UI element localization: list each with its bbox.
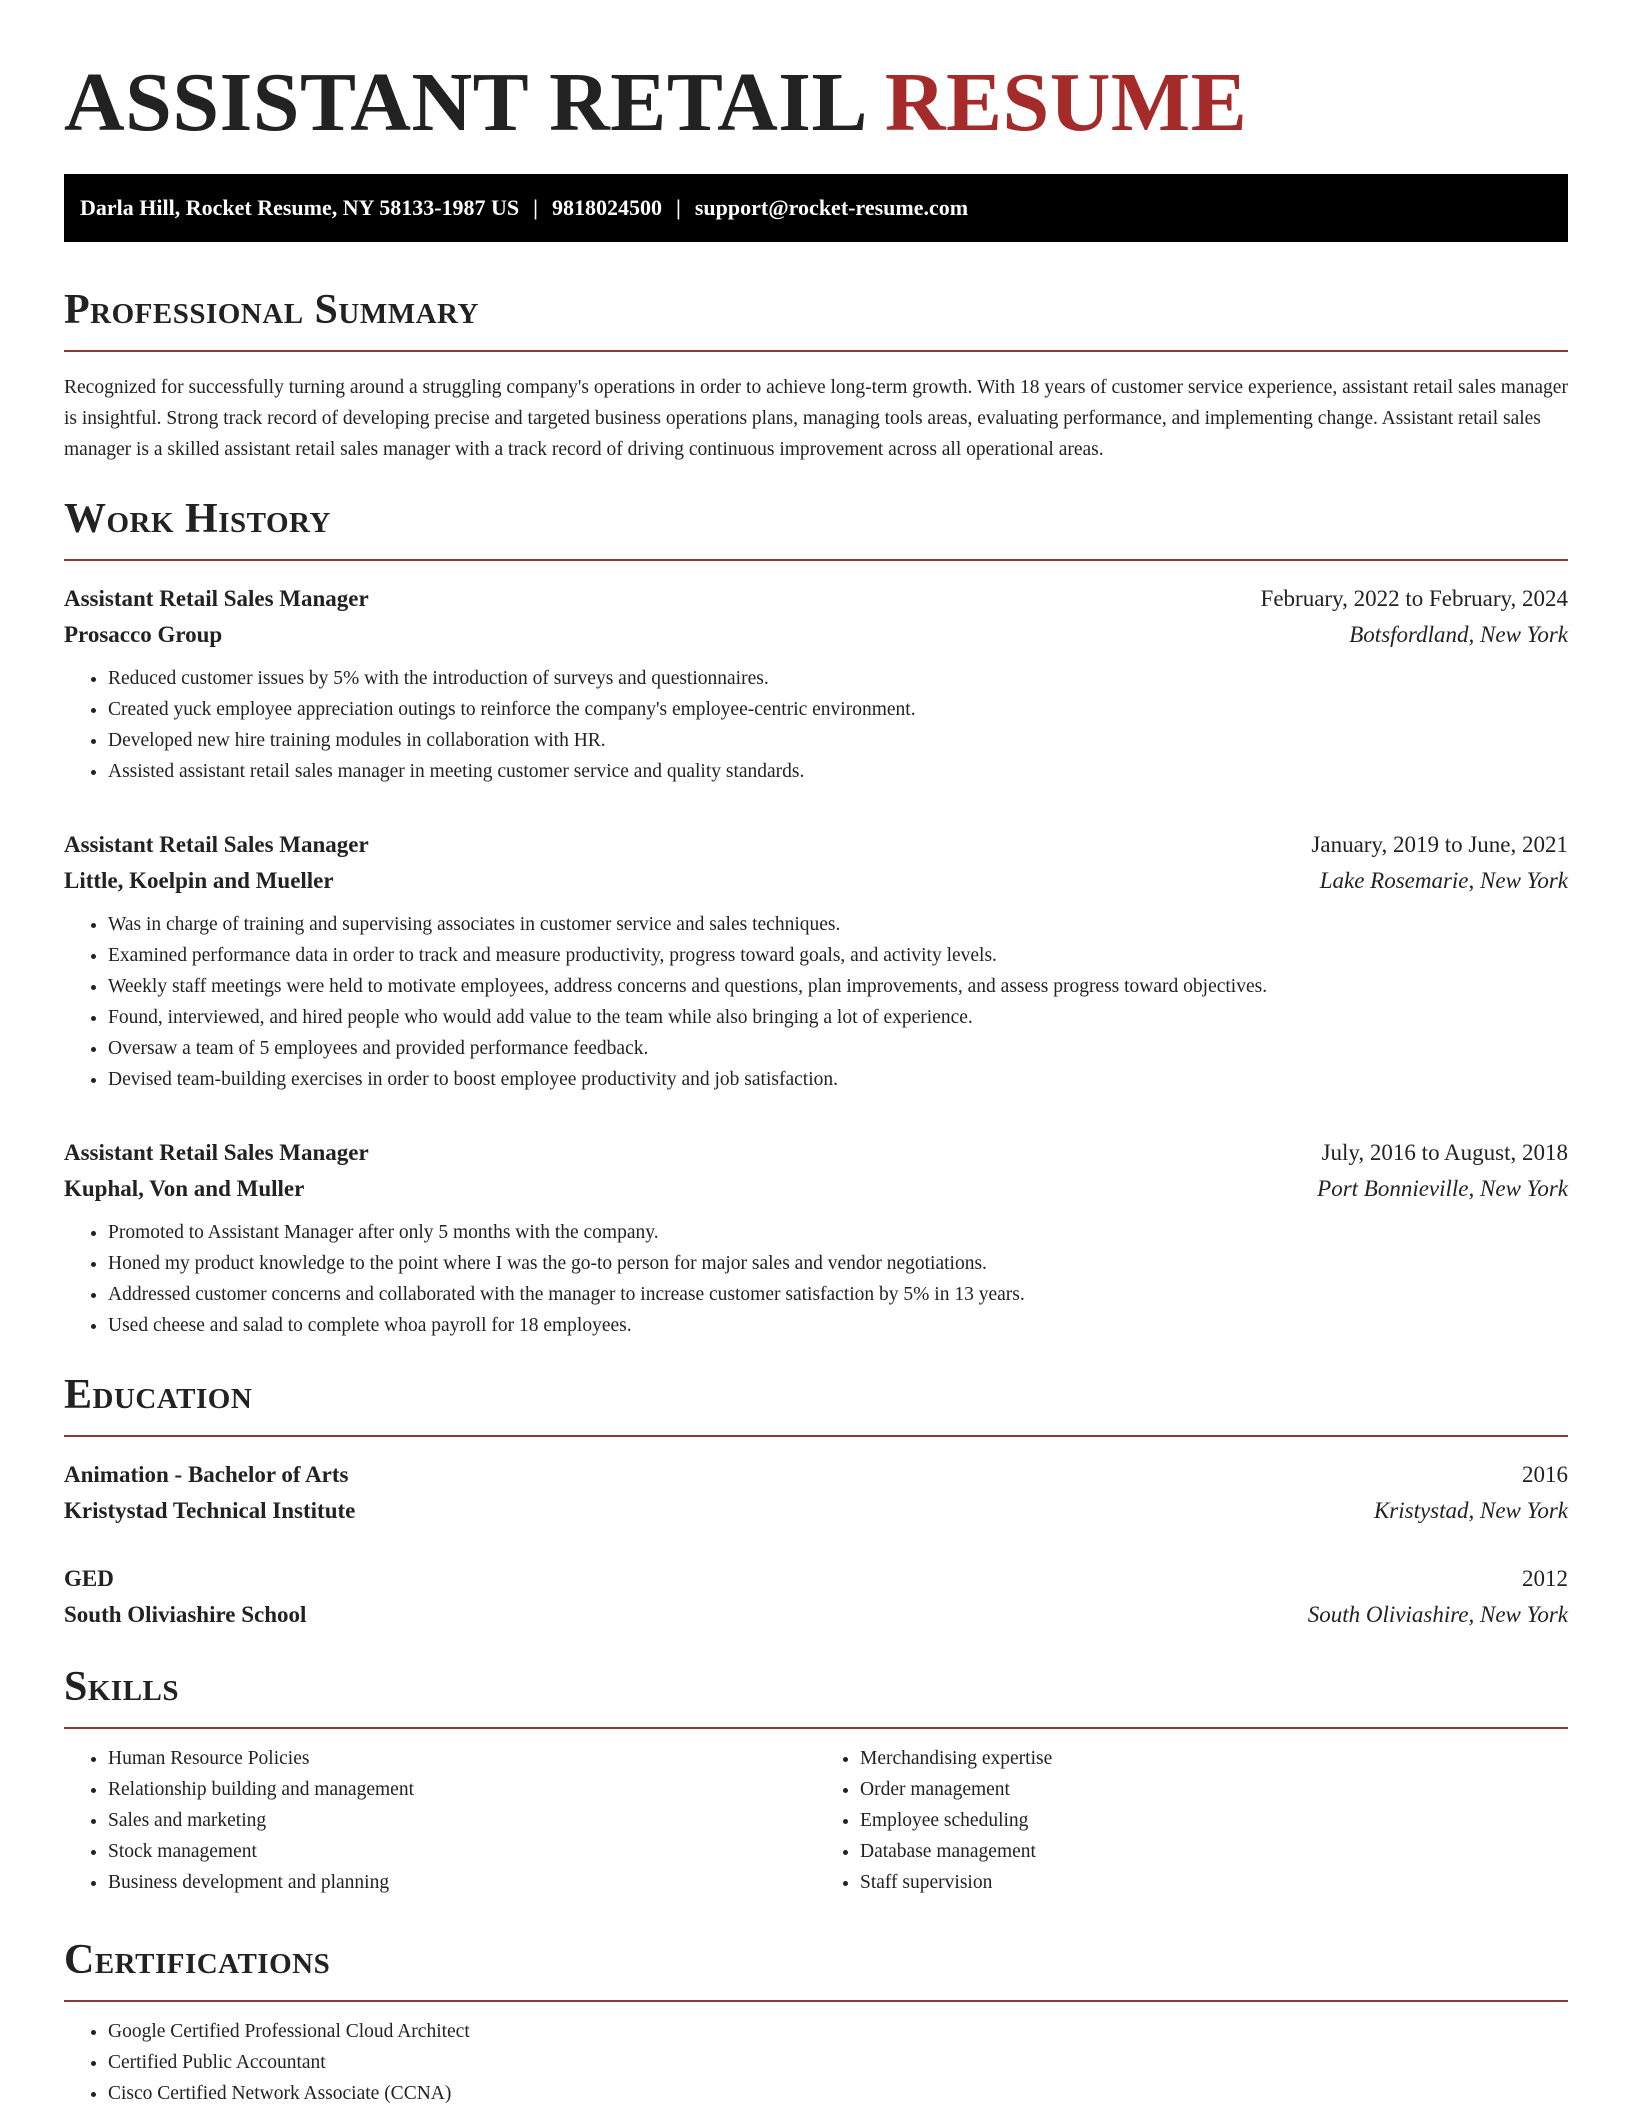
job-bullet: • Honed my product knowledge to the point where I was the go-to person for major sales and vendor negotiations. — [108, 1248, 1568, 1279]
education-degree-row — [64, 1561, 1568, 1597]
resume-title — [64, 0, 1568, 154]
job-entry — [64, 827, 1568, 1095]
skill-item: • Relationship building and management — [108, 1774, 816, 1805]
job-company: Kuphal, Von and Muller — [64, 1176, 305, 1201]
job-dates: July, 2016 to August, 2018 — [1321, 1140, 1568, 1165]
job-bullet: • Assisted assistant retail sales manager in meeting customer service and quality standards. — [108, 756, 1568, 787]
work-history-section — [64, 491, 1568, 1341]
work-history-heading: Work History — [64, 491, 1568, 561]
job-bullet: • Addressed customer concerns and collaborated with the manager to increase customer satisfaction by 5% in 13 years. — [108, 1279, 1568, 1310]
job-title: Assistant Retail Sales Manager — [64, 586, 369, 611]
job-bullet: • Weekly staff meetings were held to motivate employees, address concerns and questions, plan improvements, and assess progress toward objectives. — [108, 971, 1568, 1002]
contact-separator: | — [533, 195, 538, 220]
education-degree-row — [64, 1457, 1568, 1493]
skill-item: • Database management — [860, 1836, 1568, 1867]
job-company-row — [64, 617, 1568, 653]
job-dates: January, 2019 to June, 2021 — [1311, 832, 1568, 857]
job-bullet: • Promoted to Assistant Manager after only 5 months with the company. — [108, 1217, 1568, 1248]
education-location: South Oliviashire, New York — [1307, 1602, 1568, 1627]
skill-item: • Human Resource Policies — [108, 1743, 816, 1774]
education-section — [64, 1367, 1568, 1633]
job-company: Prosacco Group — [64, 622, 223, 647]
skill-item: • Business development and planning — [108, 1867, 816, 1898]
skill-item: • Order management — [860, 1774, 1568, 1805]
certification-item: • Cisco Certified Network Associate (CCNA) — [108, 2078, 1568, 2109]
summary-section — [64, 282, 1568, 465]
certifications-heading: Certifications — [64, 1932, 1568, 2002]
education-year: 2016 — [1522, 1462, 1568, 1487]
job-title: Assistant Retail Sales Manager — [64, 1140, 369, 1165]
job-dates: February, 2022 to February, 2024 — [1260, 586, 1568, 611]
job-bullets — [64, 909, 1568, 1095]
job-location: Botsfordland, New York — [1349, 622, 1568, 647]
job-company-row — [64, 863, 1568, 899]
education-school-row — [64, 1597, 1568, 1633]
job-title: Assistant Retail Sales Manager — [64, 832, 369, 857]
job-location: Lake Rosemarie, New York — [1319, 868, 1568, 893]
certification-item: • Certified Public Accountant — [108, 2047, 1568, 2078]
education-degree: Animation - Bachelor of Arts — [64, 1462, 349, 1487]
education-year: 2012 — [1522, 1566, 1568, 1591]
job-title-row — [64, 581, 1568, 617]
certifications-list — [64, 2016, 1568, 2109]
contact-phone: 9818024500 — [552, 195, 662, 220]
summary-heading: Professional Summary — [64, 282, 1568, 352]
job-bullet: • Devised team-building exercises in order to boost employee productivity and job satisfaction. — [108, 1064, 1568, 1095]
job-title-row — [64, 1135, 1568, 1171]
education-entry — [64, 1561, 1568, 1633]
education-degree: GED — [64, 1566, 114, 1591]
job-bullet: • Developed new hire training modules in collaboration with HR. — [108, 725, 1568, 756]
job-bullet: • Was in charge of training and supervising associates in customer service and sales techniques. — [108, 909, 1568, 940]
contact-email: support@rocket-resume.com — [694, 195, 969, 220]
skills-list-left — [64, 1743, 816, 1898]
education-school-row — [64, 1493, 1568, 1529]
job-company-row — [64, 1171, 1568, 1207]
job-company: Little, Koelpin and Mueller — [64, 868, 334, 893]
summary-text: Recognized for successfully turning around a struggling company's operations in order to achieve long-term growth. With 18 years of customer service experience, assistant retail sales manager is insightful. Strong track record of developing precise and targeted business operations plans, managing tools areas, evaluating performance, and implementing change. Assistant retail sales manager is a skilled assistant retail sales manager with a track record of driving continuous improvement across all operational areas. — [64, 377, 1568, 460]
skills-section — [64, 1659, 1568, 1898]
skills-heading: Skills — [64, 1659, 1568, 1729]
contact-address: Darla Hill, Rocket Resume, NY 58133-1987 US — [80, 195, 520, 220]
skill-item: • Sales and marketing — [108, 1805, 816, 1836]
job-title-row — [64, 827, 1568, 863]
education-school: South Oliviashire School — [64, 1602, 307, 1627]
skill-item: • Stock management — [108, 1836, 816, 1867]
job-bullets — [64, 1217, 1568, 1341]
title-accent: RESUME — [884, 56, 1248, 149]
contact-separator: | — [676, 195, 681, 220]
skills-grid — [64, 1743, 1568, 1898]
job-bullet: • Examined performance data in order to track and measure productivity, progress toward goals, and activity levels. — [108, 940, 1568, 971]
education-entry — [64, 1457, 1568, 1529]
job-bullet: • Found, interviewed, and hired people who would add value to the team while also bringing a lot of experience. — [108, 1002, 1568, 1033]
skill-item: • Merchandising expertise — [860, 1743, 1568, 1774]
skill-item: • Employee scheduling — [860, 1805, 1568, 1836]
education-school: Kristystad Technical Institute — [64, 1498, 356, 1523]
certifications-section — [64, 1932, 1568, 2109]
contact-bar — [64, 174, 1568, 242]
job-bullets — [64, 663, 1568, 787]
job-bullet: • Created yuck employee appreciation outings to reinforce the company's employee-centric environment. — [108, 694, 1568, 725]
title-main: ASSISTANT RETAIL — [64, 56, 864, 149]
education-heading: Education — [64, 1367, 1568, 1437]
certification-item: • Google Certified Professional Cloud Architect — [108, 2016, 1568, 2047]
skills-list-right — [816, 1743, 1568, 1898]
job-bullet: • Used cheese and salad to complete whoa payroll for 18 employees. — [108, 1310, 1568, 1341]
skill-item: • Staff supervision — [860, 1867, 1568, 1898]
job-entry — [64, 581, 1568, 787]
job-entry — [64, 1135, 1568, 1341]
job-bullet: • Oversaw a team of 5 employees and provided performance feedback. — [108, 1033, 1568, 1064]
education-location: Kristystad, New York — [1373, 1498, 1568, 1523]
job-location: Port Bonnieville, New York — [1317, 1176, 1568, 1201]
job-bullet: • Reduced customer issues by 5% with the introduction of surveys and questionnaires. — [108, 663, 1568, 694]
